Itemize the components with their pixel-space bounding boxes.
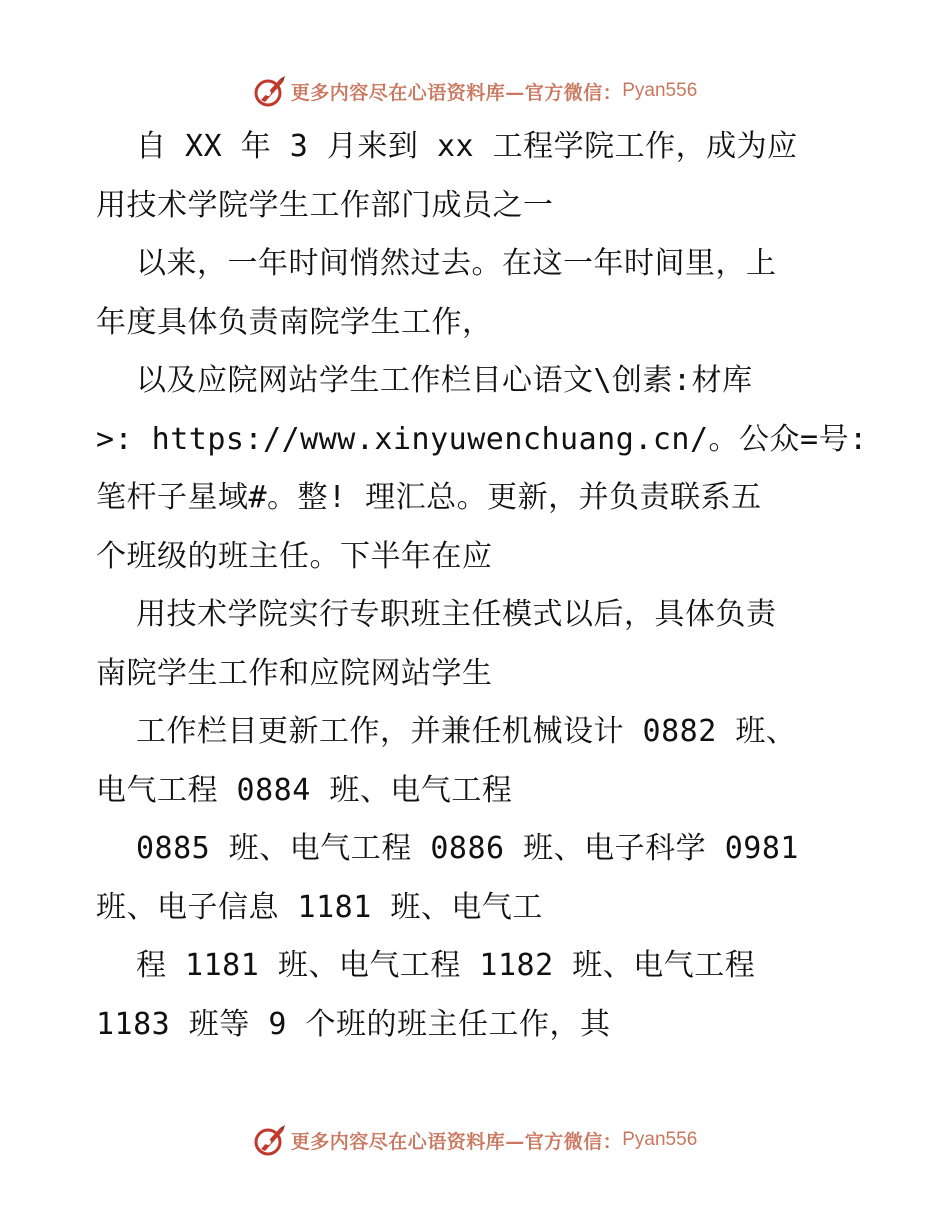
header-banner-handle: Pyan556 <box>622 80 698 101</box>
text-line: 程 1181 班、电气工程 1182 班、电气工程 <box>136 948 756 983</box>
text-line: 南院学生工作和应院网站学生 <box>96 655 493 691</box>
text-line: 以来，一年时间悄然过去。在这一年时间里，上 <box>136 246 777 281</box>
text-line: 班、电子信息 1181 班、电气工 <box>96 889 543 925</box>
text-line: 笔杆子星域#。整! 理汇总。更新，并负责联系五 <box>96 480 762 515</box>
footer-banner-handle: Pyan556 <box>622 1129 698 1150</box>
document-body <box>96 118 866 1054</box>
text-line: 工作栏目更新工作，并兼任机械设计 0882 班、 <box>136 714 797 749</box>
text-line: 以及应院网站学生工作栏目心语文\创素:材库 <box>136 363 753 398</box>
header-banner-text: 更多内容尽在心语资料库—官方微信： <box>290 81 623 104</box>
quill-pen-logo-icon <box>253 1123 287 1157</box>
footer-banner <box>0 1120 950 1160</box>
text-line: 电气工程 0884 班、电气工程 <box>96 772 513 808</box>
text-line: 自 XX 年 3 月来到 xx 工程学院工作，成为应 <box>136 129 798 164</box>
text-line: 0885 班、电气工程 0886 班、电子科学 0981 <box>136 831 799 866</box>
text-line: 用技术学院实行专职班主任模式以后，具体负责 <box>136 597 777 632</box>
footer-banner-text: 更多内容尽在心语资料库—官方微信： <box>290 1130 623 1153</box>
text-line: 1183 班等 9 个班的班主任工作，其 <box>96 1006 611 1042</box>
text-line: >: https://www.xinyuwenchuang.cn/。公众=号: <box>96 421 868 457</box>
quill-pen-logo-icon <box>253 74 287 108</box>
header-banner <box>0 71 950 111</box>
text-line: 个班级的班主任。下半年在应 <box>96 538 493 574</box>
text-line: 年度具体负责南院学生工作， <box>96 304 493 340</box>
text-line: 用技术学院学生工作部门成员之一 <box>96 187 554 223</box>
